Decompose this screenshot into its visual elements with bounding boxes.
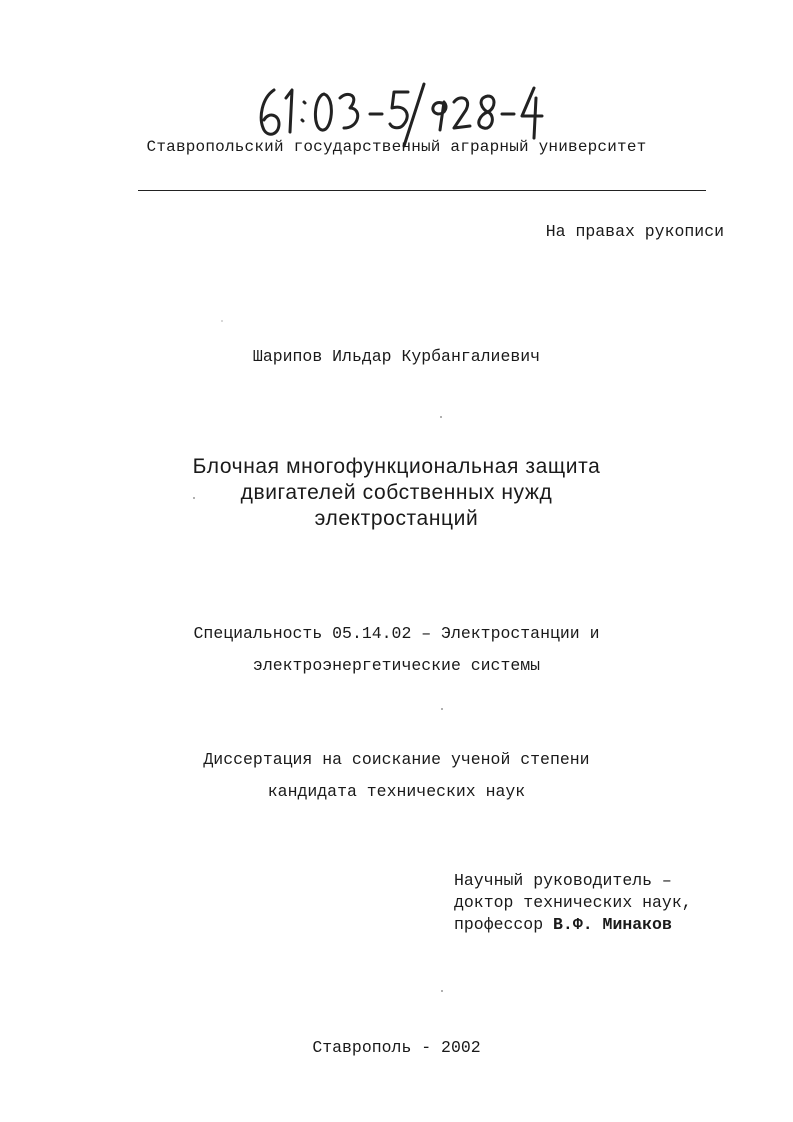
specialty-line-2: электроэнергетические системы bbox=[252, 656, 541, 675]
title-line-3: электростанций bbox=[314, 507, 479, 530]
title-line-1: Блочная многофункциональная защита bbox=[192, 455, 601, 478]
scientific-advisor bbox=[454, 870, 692, 936]
scan-speck bbox=[221, 320, 223, 322]
specialty-line-1: Специальность 05.14.02 – Электростанции и bbox=[193, 624, 600, 643]
degree-line-2: кандидата технических наук bbox=[267, 782, 526, 801]
author-name: Шарипов Ильдар Курбангалиевич bbox=[252, 347, 541, 366]
city-year: Ставрополь - 2002 bbox=[312, 1038, 481, 1057]
scan-speck bbox=[440, 416, 442, 418]
title-line-2: двигателей собственных нужд bbox=[240, 481, 553, 504]
degree-line-1: Диссертация на соискание ученой степени bbox=[203, 750, 590, 769]
scan-speck bbox=[193, 497, 195, 499]
university-name: Ставропольский государственный аграрный университет bbox=[146, 138, 647, 156]
advisor-line-3 bbox=[454, 914, 692, 936]
header-divider bbox=[138, 190, 706, 191]
scan-speck bbox=[441, 708, 443, 710]
advisor-line-1: Научный руководитель – bbox=[454, 871, 672, 890]
specialty-block bbox=[0, 618, 793, 682]
advisor-name: В.Ф. Минаков bbox=[553, 915, 672, 934]
advisor-line-2: доктор технических наук, bbox=[454, 893, 692, 912]
degree-block bbox=[0, 744, 793, 808]
manuscript-rights-label: На правах рукописи bbox=[545, 222, 724, 241]
advisor-title: профессор bbox=[454, 915, 554, 934]
dissertation-title bbox=[0, 454, 793, 532]
scan-speck bbox=[441, 990, 443, 992]
